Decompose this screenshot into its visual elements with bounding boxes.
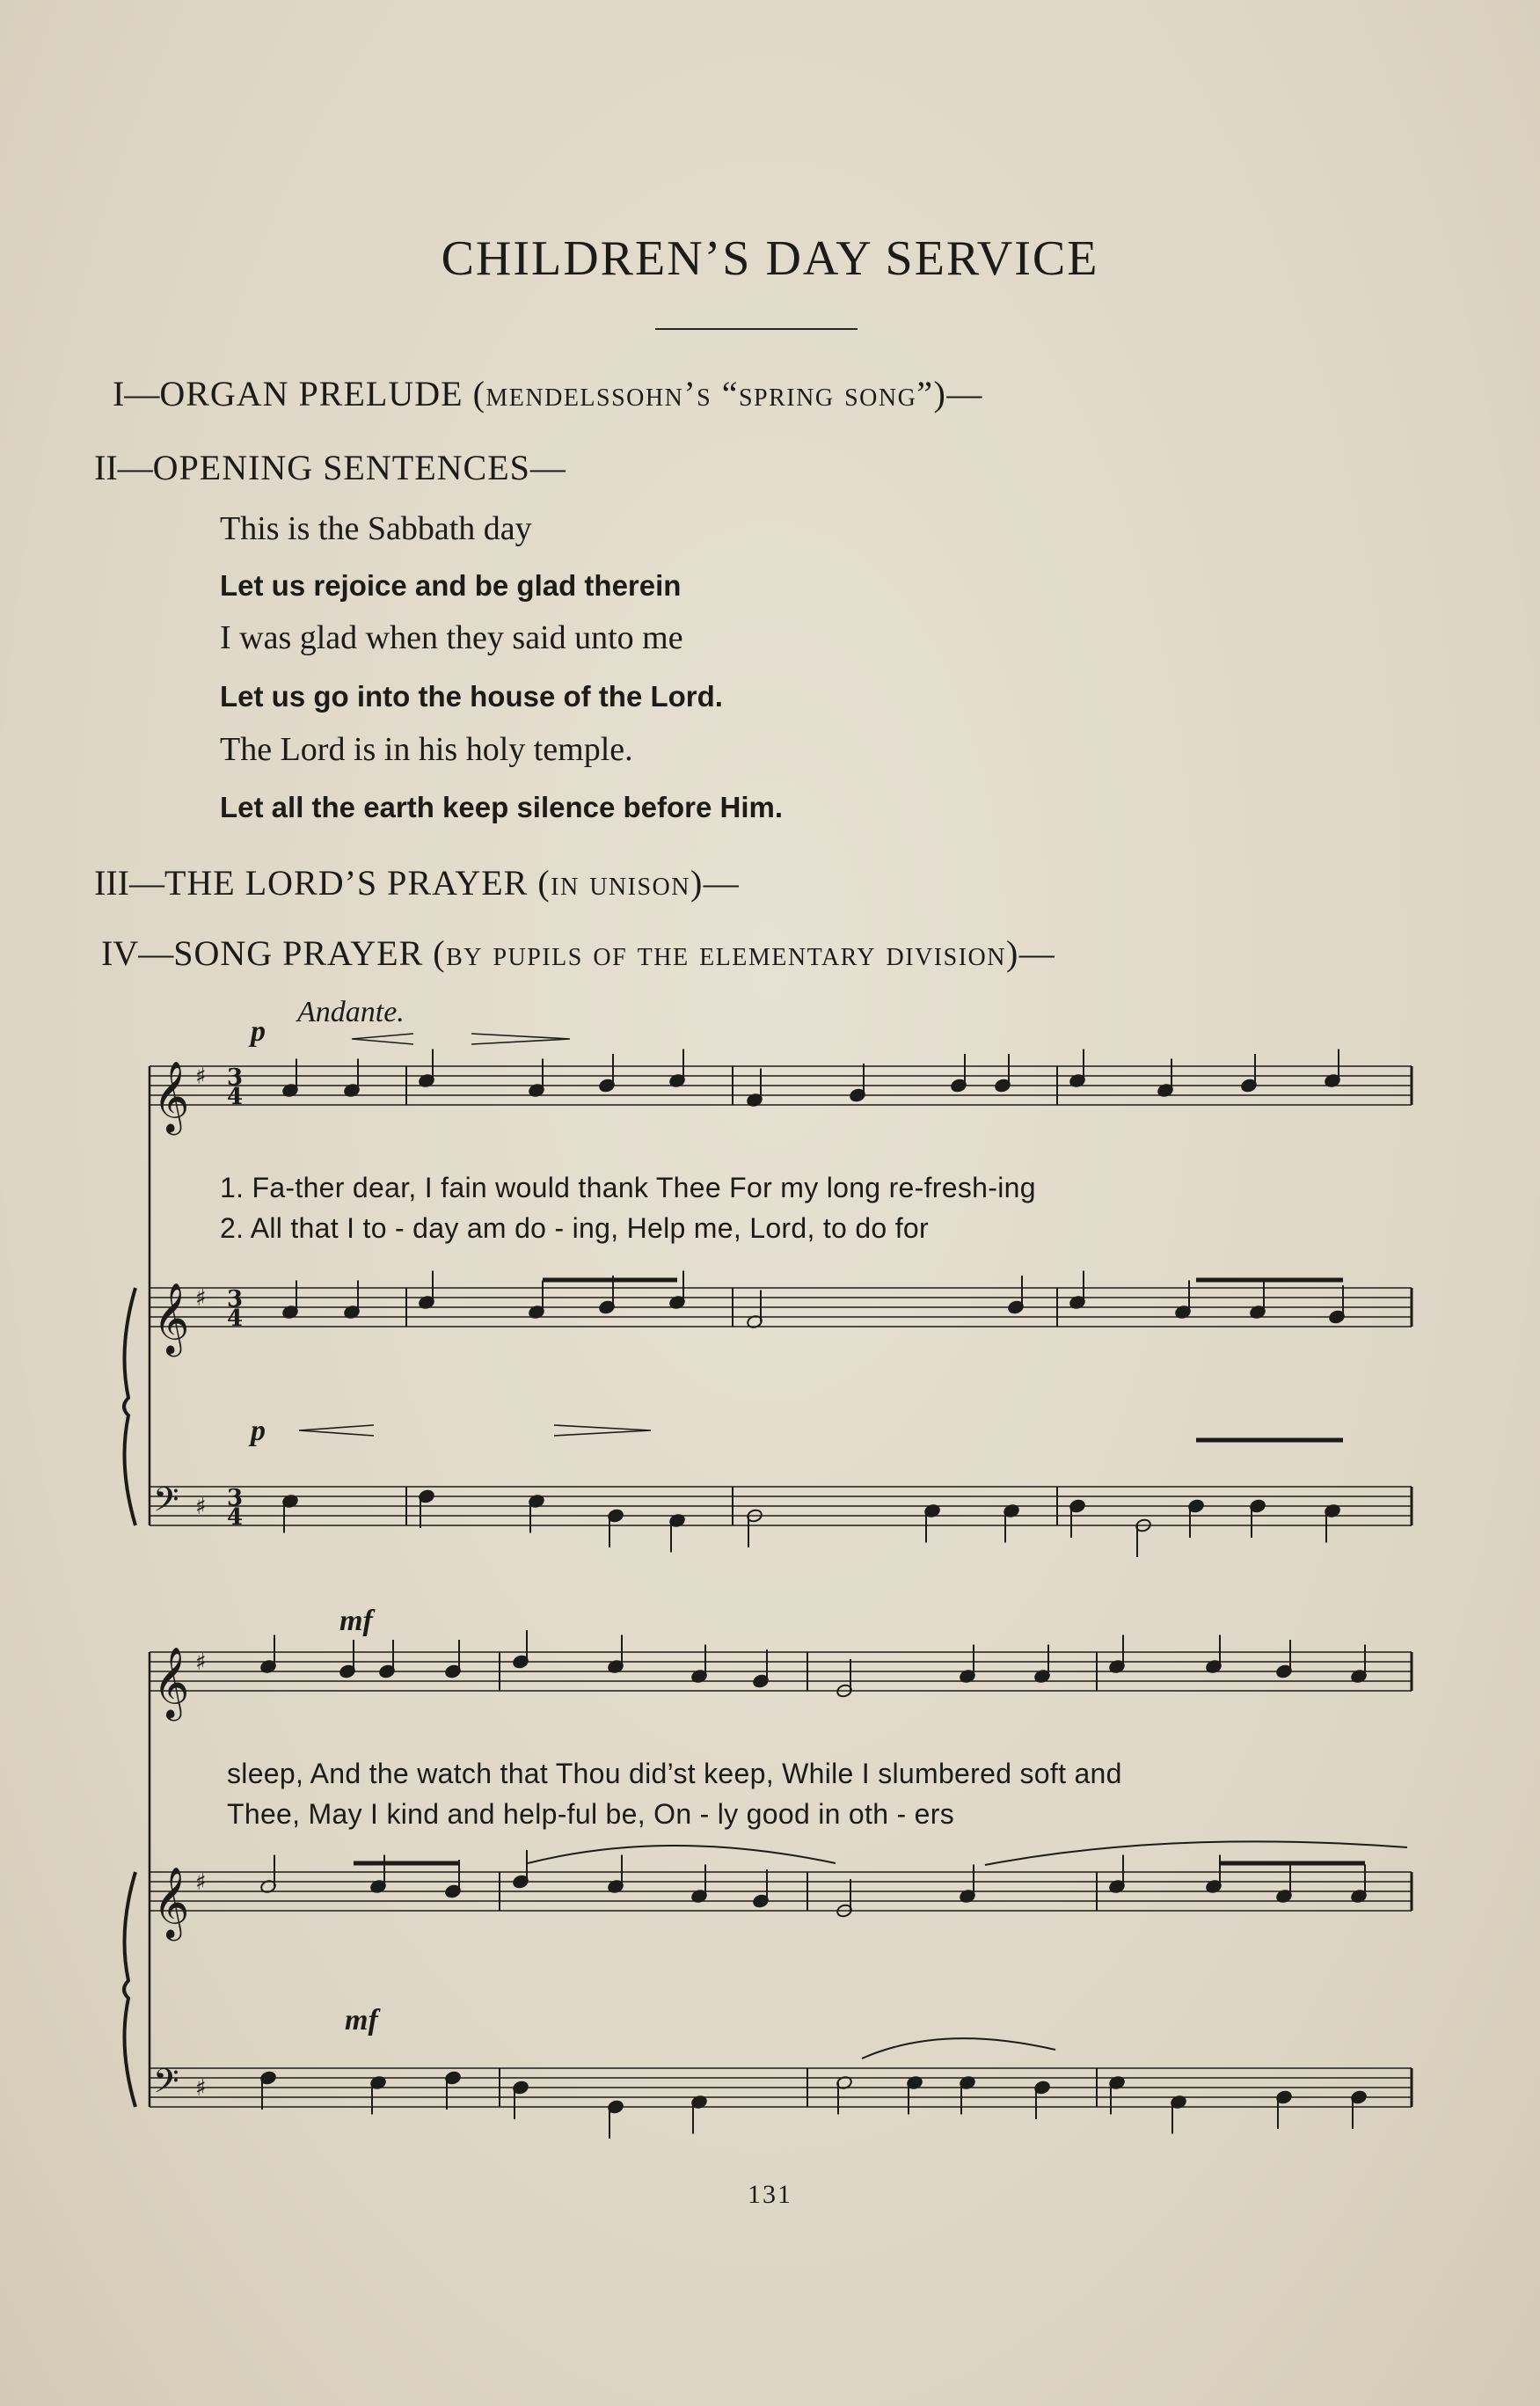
- time-signature-top: 3: [227, 1064, 244, 1091]
- time-signature-bottom: 4: [227, 1305, 244, 1332]
- dynamic-mezzo-forte: mf: [345, 2004, 378, 2037]
- hairpin: [352, 1034, 413, 1044]
- bass-clef-icon: 𝄢: [153, 1480, 179, 1527]
- lyric-line-verse-1: sleep, And the watch that Thou did’st keep, While I slumbered soft and: [227, 1758, 1122, 1789]
- treble-clef-icon: 𝄞: [153, 1060, 190, 1132]
- key-sharp-icon: ♯: [195, 1064, 207, 1090]
- lyric-line-verse-2: Thee, May I kind and help-ful be, On - ly good in oth - ers: [227, 1798, 955, 1830]
- time-signature-top: 3: [227, 1485, 244, 1511]
- section-subheading: (mendelssohn’s “spring song”)—: [472, 374, 983, 413]
- time-signature-bottom: 4: [227, 1504, 244, 1531]
- section-number: I—: [113, 374, 160, 413]
- hairpin: [554, 1425, 651, 1436]
- key-sharp-icon: ♯: [195, 2075, 207, 2102]
- dynamic-piano: p: [251, 1015, 266, 1048]
- page-number: 131: [748, 2180, 792, 2209]
- lyric-line-verse-2: 2. All that I to - day am do - ing, Help me, Lord, to do for: [220, 1212, 929, 1244]
- sentence-line: The Lord is in his holy temple.: [220, 731, 633, 768]
- section-heading: SONG PRAYER: [173, 933, 424, 973]
- treble-clef-icon: 𝄞: [153, 1646, 190, 1718]
- key-sharp-icon: ♯: [195, 1494, 207, 1520]
- section-subheading: (by pupils of the elementary division)—: [433, 933, 1056, 973]
- dynamic-mezzo-forte: mf: [339, 1605, 373, 1637]
- section-heading: OPENING SENTENCES—: [152, 448, 566, 487]
- bass-clef-icon: 𝄢: [153, 2061, 179, 2109]
- tempo-marking: Andante.: [297, 996, 405, 1028]
- time-signature-top: 3: [227, 1286, 244, 1313]
- page-title: CHILDREN’S DAY SERVICE: [441, 231, 1099, 286]
- slur: [862, 2038, 1055, 2059]
- section-heading: ORGAN PRELUDE: [159, 374, 463, 413]
- section-number: IV—: [101, 933, 174, 973]
- hairpin: [471, 1034, 570, 1044]
- brace: [124, 1872, 135, 2107]
- section-subheading: (in unison)—: [537, 863, 741, 903]
- key-sharp-icon: ♯: [195, 1869, 207, 1896]
- key-sharp-icon: ♯: [195, 1285, 207, 1312]
- sentence-response: Let all the earth keep silence before Him.: [220, 791, 784, 823]
- treble-clef-icon: 𝄞: [153, 1282, 190, 1354]
- treble-clef-icon: 𝄞: [153, 1866, 190, 1938]
- sentence-line: This is the Sabbath day: [220, 510, 532, 547]
- slur: [528, 1846, 836, 1863]
- section-number: II—: [94, 448, 153, 487]
- time-signature-bottom: 4: [227, 1084, 244, 1110]
- sentence-line: I was glad when they said unto me: [220, 619, 683, 656]
- hairpin: [299, 1425, 374, 1436]
- dynamic-piano: p: [251, 1415, 266, 1447]
- brace: [124, 1288, 135, 1525]
- key-sharp-icon: ♯: [195, 1649, 207, 1676]
- lyric-line-verse-1: 1. Fa-ther dear, I fain would thank Thee For my long re-fresh-ing: [220, 1172, 1036, 1203]
- section-heading: THE LORD’S PRAYER: [164, 863, 529, 903]
- sentence-response: Let us go into the house of the Lord.: [220, 680, 723, 713]
- section-number: III—: [94, 863, 164, 903]
- sentence-response: Let us rejoice and be glad therein: [220, 569, 682, 602]
